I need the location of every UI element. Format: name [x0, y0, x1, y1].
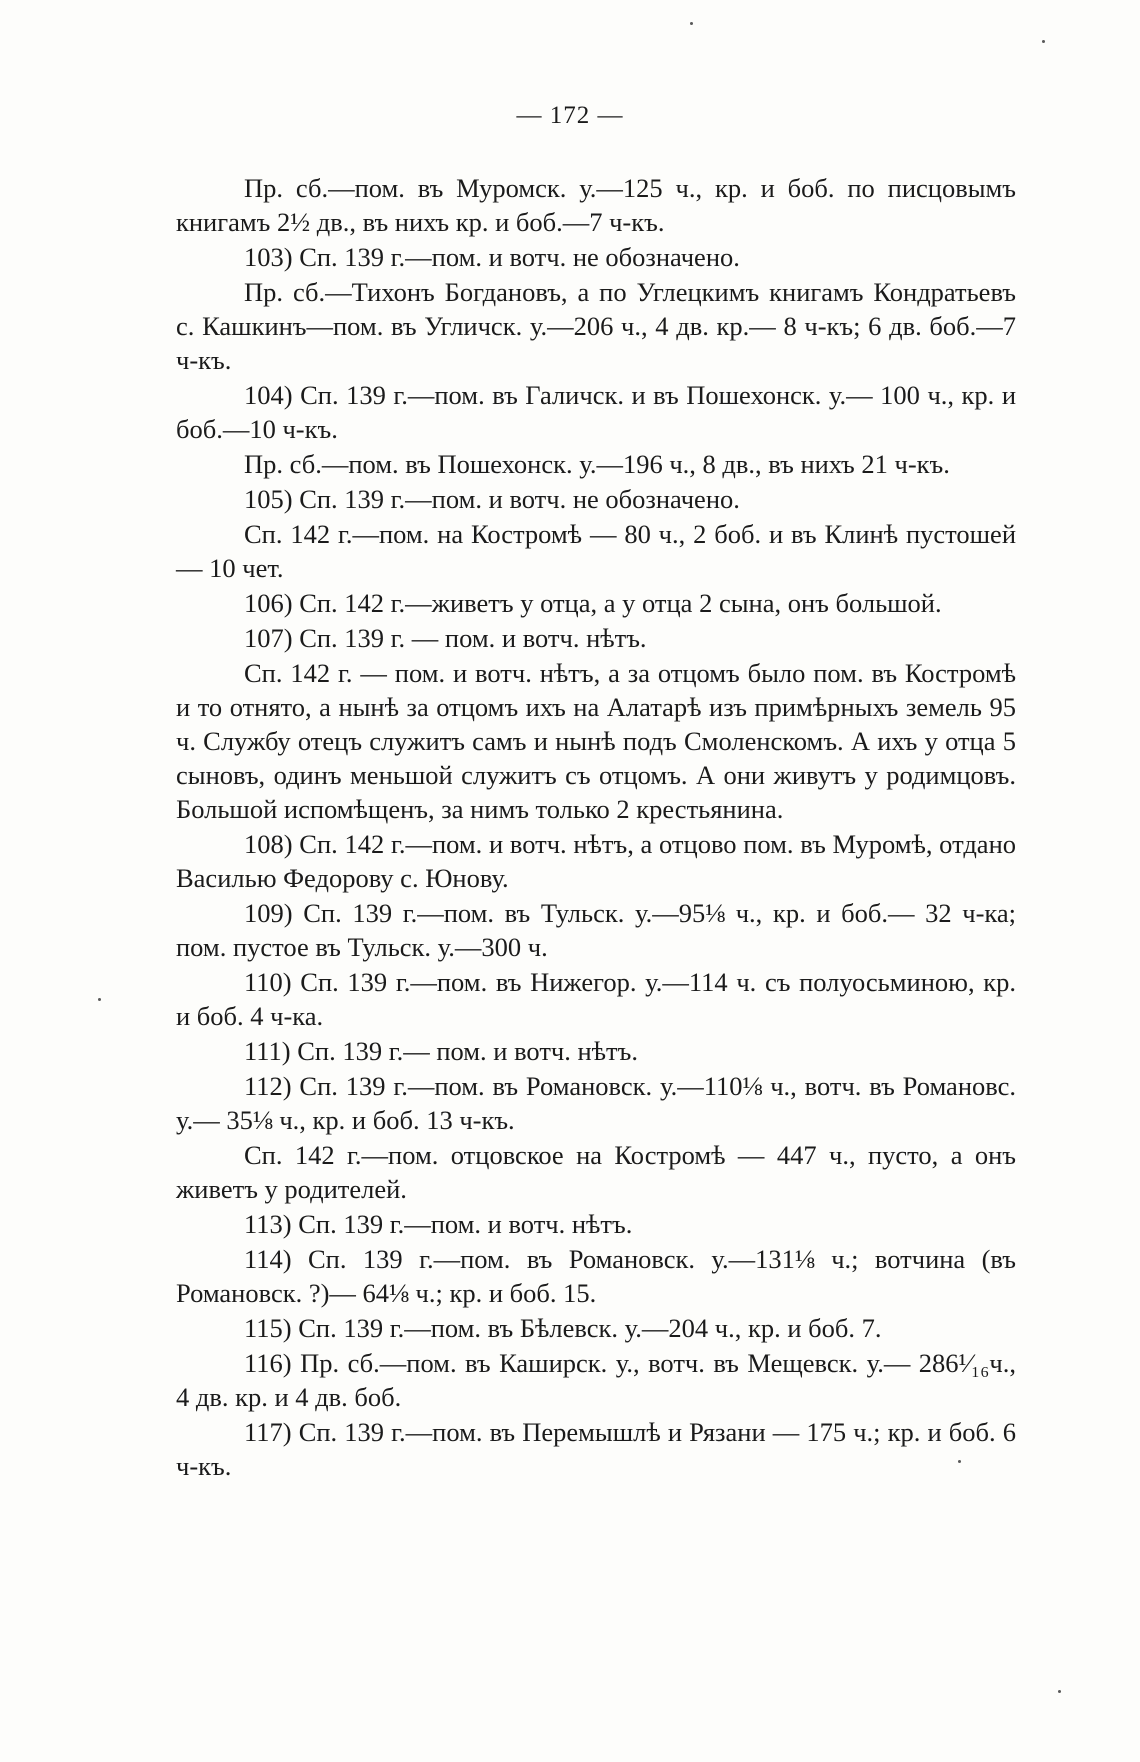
entry-108: 108) Сп. 142 г.—пом. и вотч. нѣтъ, а отцово пом. въ Муромѣ, отдано Василью Федорову с. Юнову. [176, 829, 1016, 893]
entry-107: 107) Сп. 139 г. — пом. и вотч. нѣтъ. [244, 623, 647, 653]
paragraph-muromsk-pistsovye: Пр. сб.—пом. въ Муромск. у.—125 ч., кр. и боб. по писцовымъ книгамъ 2½ дв., въ нихъ кр. и боб.—7 ч-къ. [176, 173, 1016, 237]
entry-105: 105) Сп. 139 г.—пом. и вотч. не обозначено. [244, 484, 740, 514]
scan-speck [690, 22, 693, 25]
scan-speck [98, 998, 101, 1001]
entry-109: 109) Сп. 139 г.—пом. въ Тульск. у.—95⅛ ч., кр. и боб.— 32 ч-ка; пом. пустое въ Тульск. у.—300 ч. [176, 898, 1016, 962]
entry-115: 115) Сп. 139 г.—пом. въ Бѣлевск. у.—204 ч., кр. и боб. 7. [244, 1313, 882, 1343]
paragraph-tikhon-bogdanov: Пр. сб.—Тихонъ Богдановъ, а по Углецкимъ книгамъ Кондратьевъ с. Кашкинъ—пом. въ Угличск. у.—206 ч., 4 дв. кр.— 8 ч-къ; 6 дв. боб.—7 ч-къ. [176, 277, 1016, 375]
entry-116: 116) Пр. сб.—пом. въ Каширск. у., вотч. въ Мещевск. у.— 286¹⁄₁₆ч., 4 дв. кр. и 4 дв. боб. [176, 1348, 1016, 1412]
scan-speck [958, 1460, 961, 1463]
paragraph-kostroma-klin: Сп. 142 г.—пом. на Костромѣ — 80 ч., 2 боб. и въ Клинѣ пустошей — 10 чет. [176, 519, 1016, 583]
scan-speck [1058, 1690, 1061, 1693]
paragraph-poshekhonsk: Пр. сб.—пом. въ Пошехонск. у.—196 ч., 8 дв., въ нихъ 21 ч-къ. [244, 449, 950, 479]
entry-111: 111) Сп. 139 г.— пом. и вотч. нѣтъ. [244, 1036, 638, 1066]
page-number: — 172 — [516, 102, 624, 129]
entry-104: 104) Сп. 139 г.—пом. въ Галичск. и въ Пошехонск. у.— 100 ч., кр. и боб.—10 ч-къ. [176, 380, 1016, 444]
entry-112: 112) Сп. 139 г.—пом. въ Романовск. у.—110⅛ ч., вотч. въ Романовс. у.— 35⅛ ч., кр. и боб. 13 ч-къ. [176, 1071, 1016, 1135]
scan-speck [1042, 40, 1045, 43]
entry-113: 113) Сп. 139 г.—пом. и вотч. нѣтъ. [244, 1209, 633, 1239]
entry-110: 110) Сп. 139 г.—пом. въ Нижегор. у.—114 ч. съ полуосьминою, кр. и боб. 4 ч-ка. [176, 967, 1016, 1031]
paragraph-otsovskoe-kostroma: Сп. 142 г.—пом. отцовское на Костромѣ — 447 ч., пусто, а онъ живетъ у родителей. [176, 1140, 1016, 1204]
body-text [176, 171, 1016, 1483]
paragraph-alatar-smolensk: Сп. 142 г. — пом. и вотч. нѣтъ, а за отцомъ было пом. въ Костромѣ и то отнято, а нынѣ за отцомъ ихъ на Алатарѣ изъ примѣрныхъ земель 95 ч. Службу отецъ служитъ самъ и нынѣ подъ Смоленскомъ. А ихъ у отца 5 сыновъ, одинъ меньшой служитъ съ отцомъ. А они живутъ у родимцовъ. Большой испомѣщенъ, за нимъ только 2 крестьянина. [176, 658, 1016, 824]
entry-106: 106) Сп. 142 г.—живетъ у отца, а у отца 2 сына, онъ большой. [244, 588, 942, 618]
entry-103: 103) Сп. 139 г.—пом. и вотч. не обозначено. [244, 242, 740, 272]
entry-114: 114) Сп. 139 г.—пом. въ Романовск. у.—131⅛ ч.; вотчина (въ Романовск. ?)— 64⅛ ч.; кр. и боб. 15. [176, 1244, 1016, 1308]
entry-117: 117) Сп. 139 г.—пом. въ Перемышлѣ и Рязани — 175 ч.; кр. и боб. 6 ч-къ. [176, 1417, 1016, 1481]
